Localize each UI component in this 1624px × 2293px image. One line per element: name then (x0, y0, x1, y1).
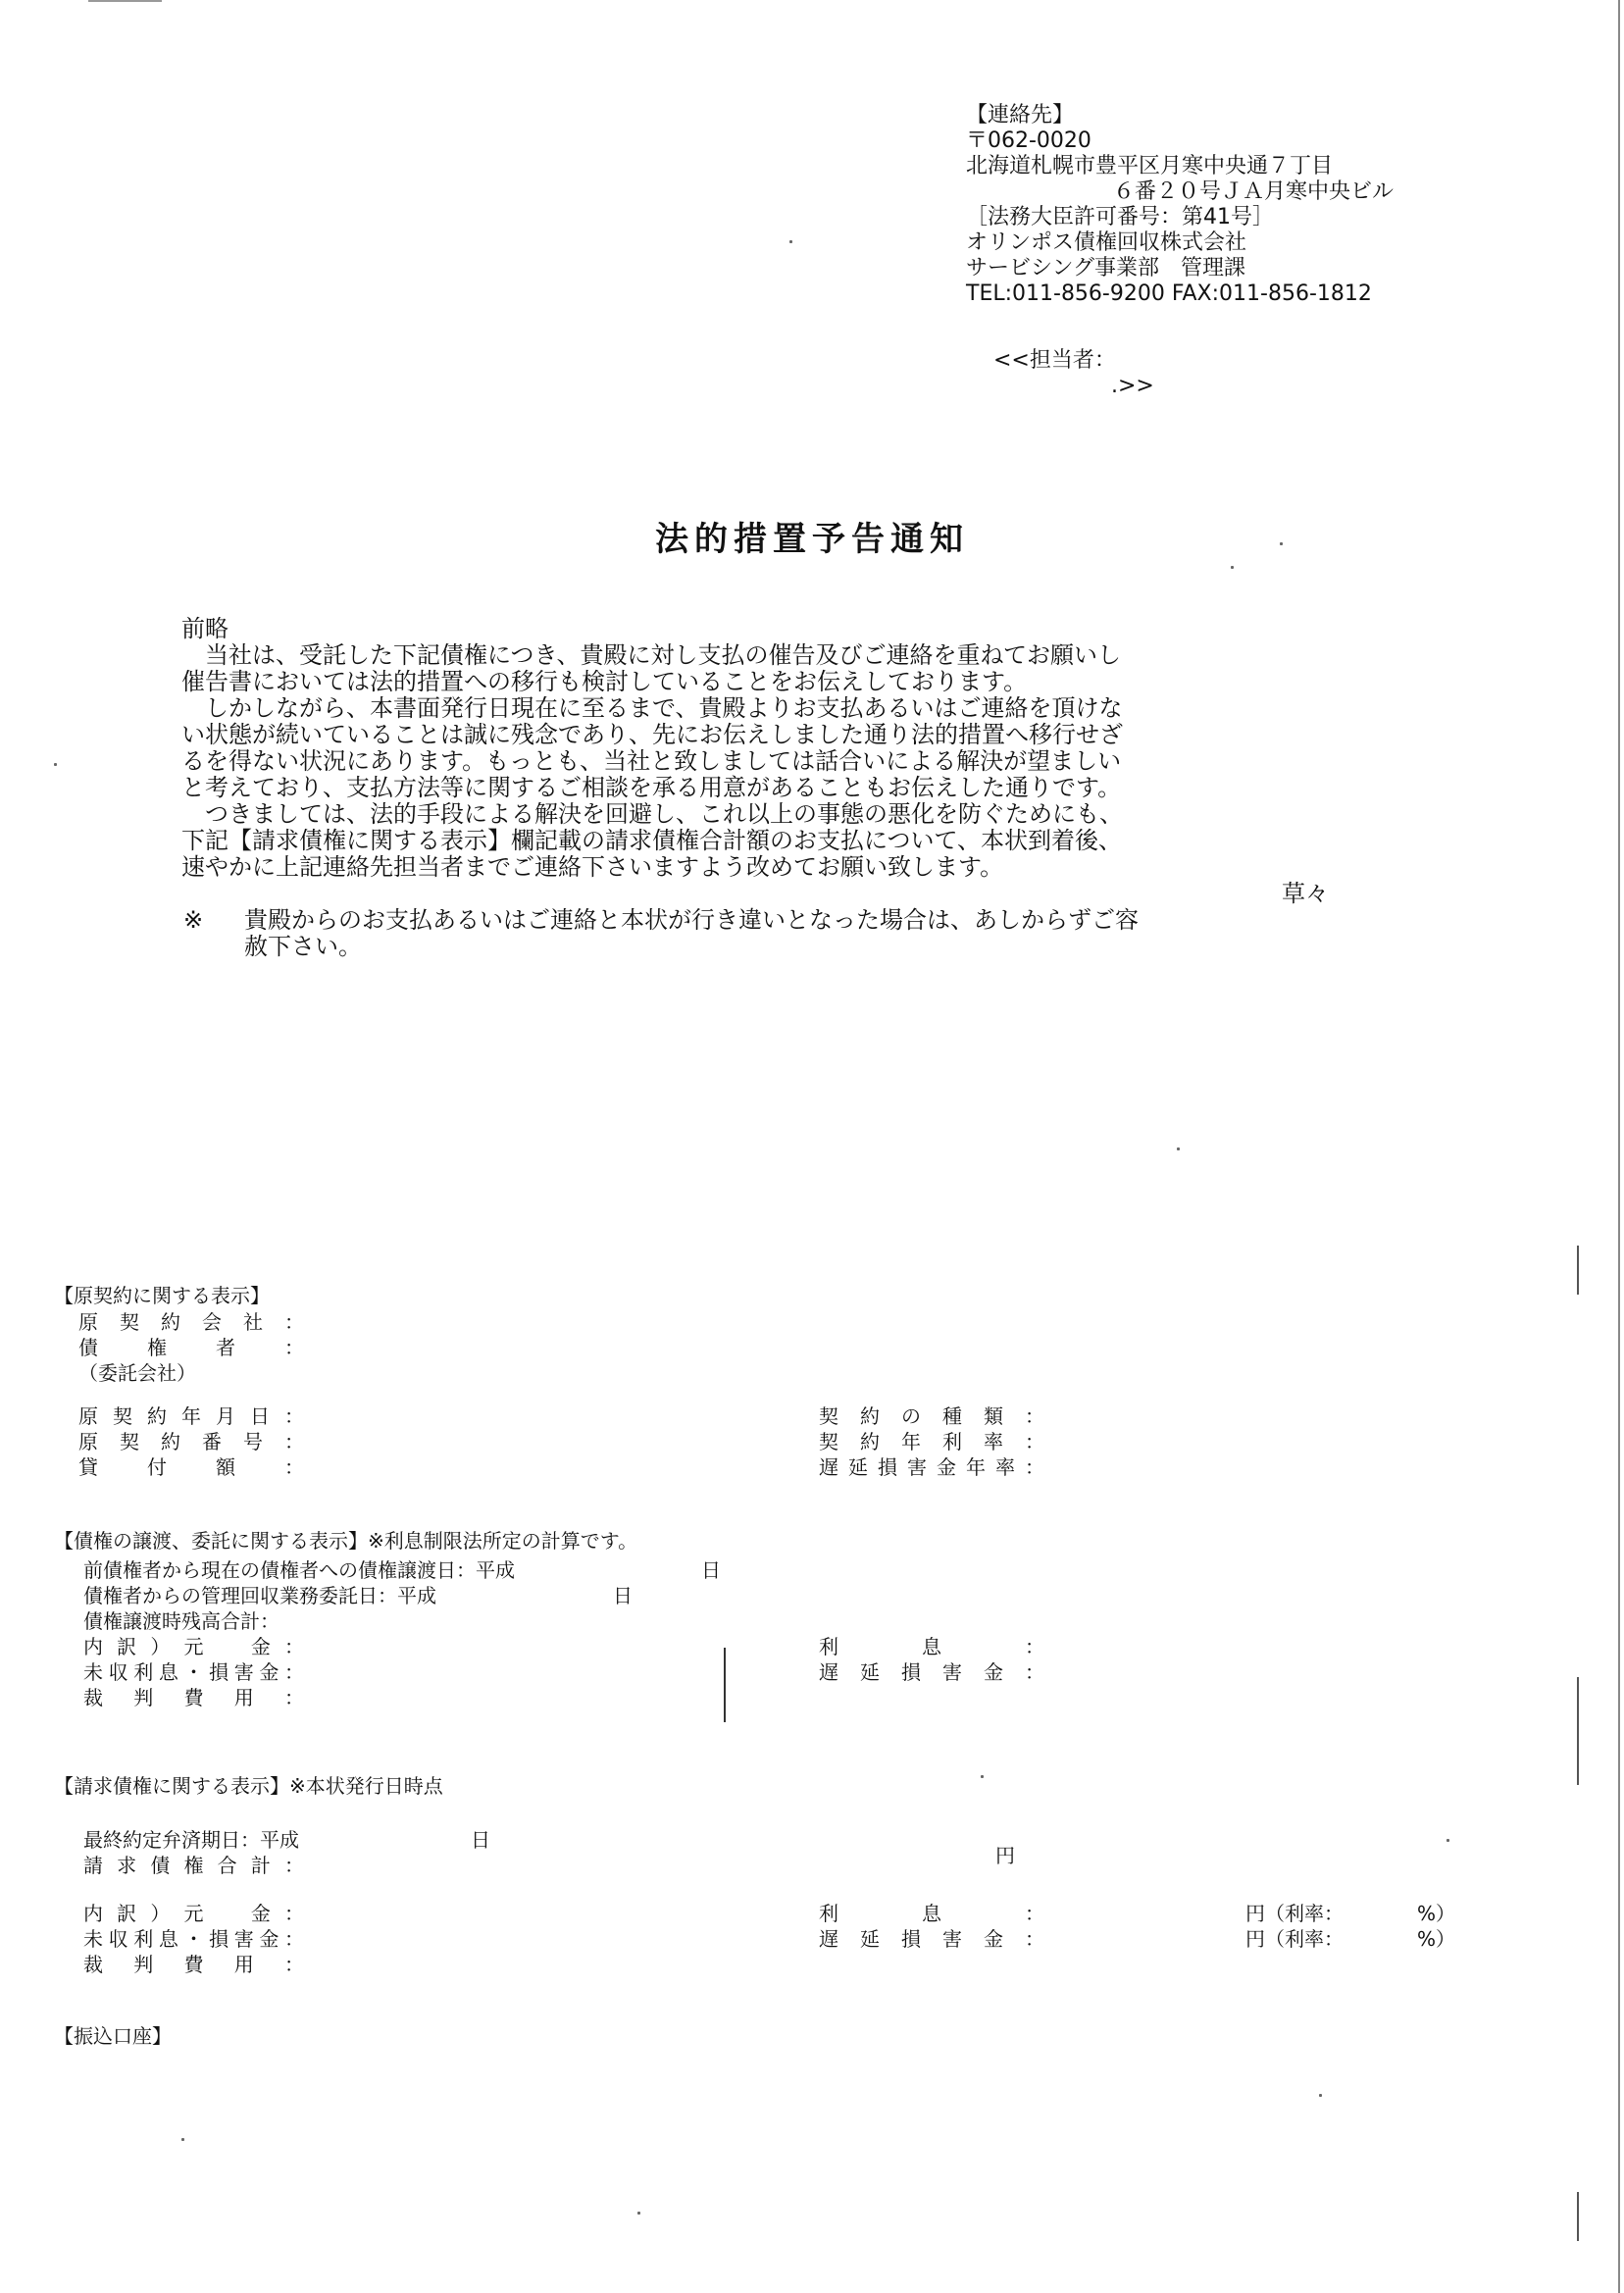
field-label: 遅延損害金年率： (819, 1455, 1044, 1479)
field-label: 内訳）元 金： (83, 1902, 304, 1925)
scan-speck (1446, 1839, 1449, 1842)
field-claim-total (83, 1844, 1015, 1878)
letter-line: るを得ない状況にあります。もっとも、当社と致しましては話合いによる解決が望ましい (181, 747, 1122, 775)
note-mark: ※ (183, 906, 204, 934)
field-label: 未収利息・損害金： (83, 1927, 304, 1951)
field-loan-amount (78, 1452, 304, 1480)
field-court-fee (83, 1949, 304, 1977)
field-balance-total: 債権譲渡時残高合計： (83, 1609, 279, 1633)
field-entrusting-company: （委託会社） (78, 1361, 196, 1385)
field-unit: 日 (471, 1828, 490, 1852)
section-bank-account-title: 【振込口座】 (54, 2024, 172, 2048)
field-yen: 円 (995, 1844, 1015, 1867)
scan-speck (789, 240, 792, 243)
letter-line: しかしながら、本書面発行日現在に至るまで、貴殿よりお支払あるいはご連絡を頂けな (205, 694, 1123, 722)
field-contract-number (78, 1426, 304, 1454)
letter-note (181, 907, 1339, 960)
field-label: 裁判費用： (83, 1686, 304, 1709)
contact-address-2: ６番２０号ＪＡ月寒中央ビル (1113, 179, 1395, 204)
field-label: 最終約定弁済期日：平成 (83, 1828, 299, 1852)
field-court-fee (83, 1682, 304, 1710)
contact-phone-fax: TEL:011-856-9200 FAX:011-856-1812 (966, 281, 1372, 306)
field-label: 請求債権合計： (83, 1854, 304, 1877)
contact-header: 【連絡先】 (966, 103, 1075, 127)
field-late-damage (819, 1923, 1456, 1952)
section-transfer-title: 【債権の譲渡、委託に関する表示】※利息制限法所定の計算です。 (54, 1529, 638, 1553)
contact-postal: 〒062-0020 (966, 128, 1091, 153)
field-transfer-date (83, 1554, 721, 1583)
scan-speck (981, 1775, 984, 1778)
field-rate-label: 円（利率： (1245, 1902, 1344, 1925)
contact-person-label: <<担当者： (992, 348, 1116, 373)
field-label: 裁判費用： (83, 1953, 304, 1976)
letter-line: 下記【請求債権に関する表示】欄記載の請求債権合計額のお支払について、本状到着後、 (181, 827, 1123, 854)
field-label: 前債権者から現在の債権者への債権譲渡日：平成 (83, 1558, 515, 1582)
letter-line: つきましては、法的手段による解決を回避し、これ以上の事態の悪化を防ぐためにも、 (205, 800, 1123, 828)
scan-mark-right (1577, 2192, 1579, 2241)
scan-speck (1177, 1147, 1180, 1150)
scan-speck (181, 2138, 184, 2141)
field-label: 原契約会社： (78, 1310, 304, 1334)
letter-closing: 草々 (1282, 880, 1329, 907)
field-label: 債権者からの管理回収業務委託日：平成 (83, 1584, 436, 1607)
scan-edge-right (1618, 0, 1620, 2293)
field-final-due-date (83, 1824, 490, 1853)
letter-line: 速やかに上記連絡先担当者までご連絡下さいますよう改めてお願い致します。 (181, 853, 1004, 881)
contact-license: ［法務大臣許可番号：第41号］ (966, 205, 1274, 229)
contact-block (966, 103, 1394, 425)
field-interest (819, 1898, 1456, 1926)
letter-opening: 前略 (181, 615, 228, 642)
field-label: 遅延損害金： (819, 1660, 1044, 1684)
field-label: 利息： (819, 1635, 1044, 1658)
field-annual-rate (819, 1426, 1044, 1454)
field-label: 原契約年月日： (78, 1404, 304, 1428)
contact-company: オリンポス債権回収株式会社 (966, 230, 1247, 255)
field-original-company (78, 1306, 304, 1335)
field-contract-date (78, 1401, 304, 1429)
section-original-contract-title: 【原契約に関する表示】 (54, 1284, 270, 1307)
field-creditor (78, 1332, 304, 1360)
note-line: 貴殿からのお支払あるいはご連絡と本状が行き違いとなった場合は、あしからずご容 (244, 906, 1139, 934)
field-label: 利息： (819, 1902, 1044, 1925)
letter-body (181, 616, 1339, 960)
scan-mark-right (1577, 1246, 1579, 1295)
field-entrust-date (83, 1580, 633, 1608)
letter-line: と考えており、支払方法等に関するご相談を承る用意があることもお伝えした通りです。 (181, 774, 1122, 801)
scan-speck (1231, 566, 1234, 569)
field-unit: 日 (613, 1584, 633, 1607)
letter-line: 当社は、受託した下記債権につき、貴殿に対し支払の催告及びご連絡を重ねてお願いし (205, 641, 1121, 669)
field-label: 債権者： (78, 1336, 304, 1359)
field-rate-label: 円（利率： (1245, 1927, 1344, 1951)
field-late-rate (819, 1452, 1044, 1480)
field-label: 契約の種類： (819, 1404, 1044, 1428)
page-title: 法的措置予告通知 (655, 520, 969, 559)
scan-speck (637, 2212, 640, 2215)
scan-edge-top-left (88, 0, 162, 2)
letter-line: 催告書においては法的措置への移行も検討していることをお伝えしております。 (181, 668, 1028, 695)
column-divider (724, 1648, 726, 1722)
letter-line: い状態が続いていることは誠に残念であり、先にお伝えしました通り法的措置へ移行せざ (181, 721, 1123, 748)
field-label: 未収利息・損害金： (83, 1660, 304, 1684)
scan-mark-right (1577, 1677, 1579, 1785)
field-label: 貸付額： (78, 1455, 304, 1479)
field-principal (83, 1631, 304, 1659)
field-rate-close: %） (1417, 1927, 1456, 1951)
contact-department: サービシング事業部 管理課 (966, 256, 1246, 280)
field-contract-type (819, 1401, 1044, 1429)
contact-person-row (966, 323, 1394, 425)
field-label: 契約年利率： (819, 1430, 1044, 1453)
section-claim-title: 【請求債権に関する表示】※本状発行日時点 (54, 1774, 443, 1798)
field-rate-close: %） (1417, 1902, 1456, 1925)
scan-speck (1319, 2094, 1322, 2097)
field-interest (819, 1631, 1044, 1659)
field-label: 遅延損害金： (819, 1927, 1044, 1951)
field-uncollected (83, 1923, 304, 1952)
note-line: 赦下さい。 (244, 933, 362, 960)
scan-speck (54, 763, 57, 766)
field-late-damage (819, 1656, 1044, 1685)
field-principal (83, 1898, 304, 1926)
contact-person-close: .>> (1110, 374, 1154, 398)
field-label: 原契約番号： (78, 1430, 304, 1453)
field-label: 内訳）元 金： (83, 1635, 304, 1658)
field-unit: 日 (701, 1558, 721, 1582)
field-uncollected (83, 1656, 304, 1685)
contact-address-1: 北海道札幌市豊平区月寒中央通７丁目 (966, 154, 1334, 178)
